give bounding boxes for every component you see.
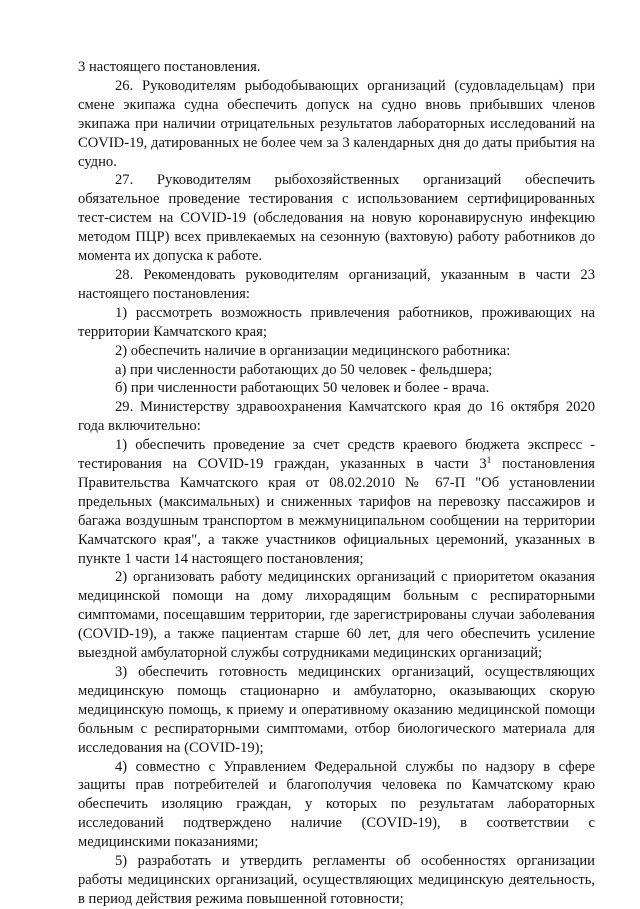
superscript-1: 1	[486, 456, 492, 467]
paragraph-26: 26. Руководителям рыбодобывающих организаций (судовладельцам) при смене экипажа судна обеспечить допуск на судно вновь прибывших членов экипажа при наличии отрицательных результатов лабораторных исследований на COVID-19, датированных не более чем за 3 календарных дня до даты прибытия на судно.	[78, 77, 595, 170]
paragraph-28-item-1: 1) рассмотреть возможность привлечения работников, проживающих на территории Камчатского края;	[78, 304, 595, 340]
paragraph-28-item-2b: б) при численности работающих 50 человек и более - врача.	[115, 380, 490, 397]
paragraph-29-item-1	[78, 436, 595, 568]
paragraph-27: 27. Руководителям рыбохозяйственных организаций обеспечить обязательное проведение тестирования с использованием сертифицированных тест-систем на COVID-19 (обследования на новую коронавирусную инфекцию методом ПЦР) всех привлекаемых на сезонную (вахтовую) работу работников до момента их допуска к работе.	[78, 172, 595, 265]
paragraph-29-item-2: 2) организовать работу медицинских организаций с приоритетом оказания медицинской помощи на дому лихорадящим больным с респираторными симптомами, посещавшим территории, где зарегистрированы случаи заболевания (COVID-19), а также пациентам старше 60 лет, для чего обеспечить усиление выездной амбулаторной службы сотрудниками медицинских организаций;	[78, 569, 595, 662]
paragraph-29-item-1-text-b: постановления Правительства Камчатского края от 08.02.2010 № 67-П "Об установлении предельных (максимальных) и сниженных тарифов на перевозку пассажиров и багажа воздушным транспортом в межмуниципальном сообщении на территории Камчатского края", а также участников официальных церемоний, указанных в пункте 1 части 14 настоящего постановления;	[78, 456, 595, 567]
paragraph-29-item-3: 3) обеспечить готовность медицинских организаций, осуществляющих медицинскую помощь стационарно и амбулаторно, оказывающих скорую медицинскую помощь, к приему и оперативному оказанию медицинской помощи больным с респираторными симптомами, отбор биологического материала для исследования на (COVID-19);	[78, 664, 595, 756]
paragraph-29-item-4: 4) совместно с Управлением Федеральной службы по надзору в сфере защиты прав потребителей и благополучия человека по Камчатскому краю обеспечить изоляцию граждан, у которых по результатам лабораторных исследований подтверждено наличие (COVID-19), в соответствии с медицинскими показаниями;	[78, 758, 595, 851]
paragraph-continuation: 3 настоящего постановления.	[78, 59, 261, 75]
paragraph-29: 29. Министерству здравоохранения Камчатского края до 16 октября 2020 года включительно:	[78, 399, 595, 435]
paragraph-28-item-2a: а) при численности работающих до 50 человек - фельдшера;	[115, 361, 493, 378]
paragraph-28: 28. Рекомендовать руководителям организаций, указанным в части 23 настоящего постановления:	[78, 266, 595, 302]
paragraph-28-item-2: 2) обеспечить наличие в организации медицинского работника:	[115, 342, 511, 359]
paragraph-29-item-5: 5) разработать и утвердить регламенты об особенностях организации работы медицинских организаций, осуществляющих медицинскую деятельность, в период действия режима повышенной готовности;	[78, 853, 595, 907]
paragraph-29-item-1-text-a: 1) обеспечить проведение за счет средств краевого бюджета экспресс - тестирования на COVID-19 граждан, указанных в части 3	[78, 437, 595, 473]
document-page	[78, 58, 595, 909]
